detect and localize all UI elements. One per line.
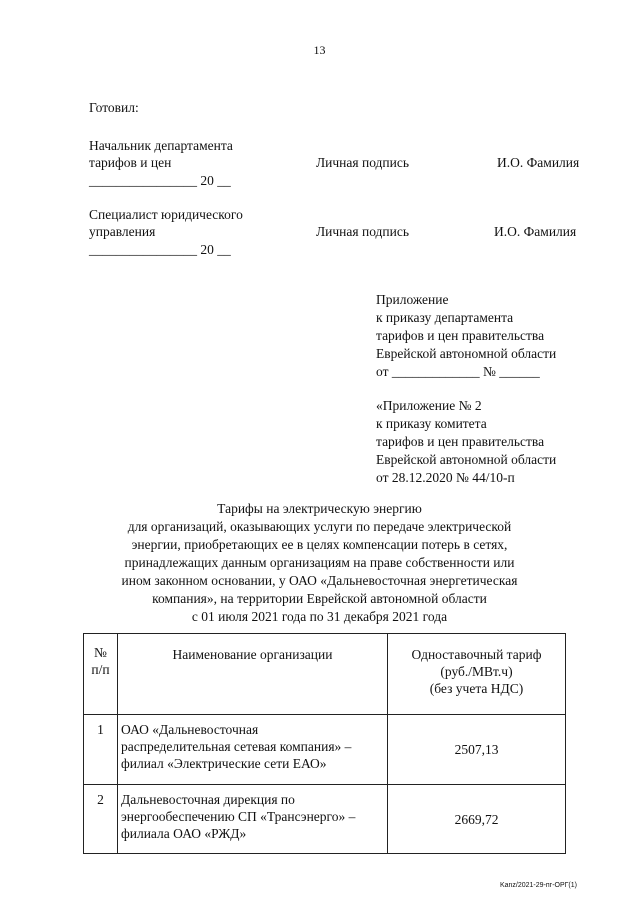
heading-line: ином законном основании, у ОАО «Дальневосточная энергетическая: [121, 573, 518, 588]
row-number: 1: [84, 715, 118, 785]
appendix-original-line: Еврейской автономной области: [376, 452, 557, 467]
header-organization: Наименование организации: [118, 634, 388, 715]
signatory-1-title-line-1: Начальник департамента: [89, 138, 233, 153]
signatory-1-name-placeholder: И.О. Фамилия: [497, 155, 580, 170]
signatory-1-signature-label: Личная подпись: [316, 155, 410, 170]
appendix-original-line: от 28.12.2020 № 44/10-п: [376, 470, 515, 485]
page-number: 13: [313, 43, 326, 57]
footer-document-code: Kanz/2021-29-пг-ОРГ(1): [499, 882, 577, 889]
tariff-table: [83, 633, 566, 854]
signatory-2-name-placeholder: И.О. Фамилия: [494, 224, 577, 239]
signatory-2-date-line: ________________ 20 __: [89, 242, 231, 257]
appendix-current-line: тарифов и цен правительства: [376, 328, 545, 343]
table-header-row: [84, 634, 566, 715]
signatory-2-signature-label: Личная подпись: [316, 224, 410, 239]
appendix-current-line: от _____________ № ______: [376, 364, 540, 379]
row-tariff: 2669,72: [388, 785, 566, 854]
row-organization: Дальневосточная дирекция по энергообеспечению СП «Трансэнерго» – филиала ОАО «РЖД»: [118, 785, 388, 854]
appendix-current-line: Еврейской автономной области: [376, 346, 557, 361]
appendix-original-block: [376, 397, 556, 487]
header-tariff: Одноставочный тариф (руб./МВт.ч) (без учета НДС): [388, 634, 566, 715]
document-heading: [0, 500, 639, 626]
appendix-current-block: [376, 291, 556, 381]
prepared-by-label: Готовил:: [89, 100, 139, 115]
signatory-2-title-line-2: управления: [89, 224, 156, 239]
appendix-current-line: Приложение: [376, 292, 449, 307]
heading-line: компания», на территории Еврейской автономной области: [152, 591, 487, 606]
table-row: [84, 785, 566, 854]
table-row: [84, 715, 566, 785]
row-organization: ОАО «Дальневосточная распределительная сетевая компания» – филиал «Электрические сети ЕАО»: [118, 715, 388, 785]
signatory-1-date-line: ________________ 20 __: [89, 173, 231, 188]
header-number: № п/п: [84, 634, 118, 715]
signatory-2-title-line-1: Специалист юридического: [89, 207, 243, 222]
signatory-1-title-line-2: тарифов и цен: [89, 155, 172, 170]
appendix-original-line: «Приложение № 2: [376, 398, 482, 413]
heading-line: энергии, приобретающих ее в целях компенсации потерь в сетях,: [131, 537, 508, 552]
appendix-current-line: к приказу департамента: [376, 310, 514, 325]
heading-line: с 01 июля 2021 года по 31 декабря 2021 года: [191, 609, 448, 624]
heading-line: принадлежащих данным организациям на праве собственности или: [124, 555, 515, 570]
row-tariff: 2507,13: [388, 715, 566, 785]
appendix-original-line: тарифов и цен правительства: [376, 434, 545, 449]
row-number: 2: [84, 785, 118, 854]
heading-line: для организаций, оказывающих услуги по передаче электрической: [127, 519, 512, 534]
heading-line: Тарифы на электрическую энергию: [217, 501, 422, 516]
appendix-original-line: к приказу комитета: [376, 416, 487, 431]
